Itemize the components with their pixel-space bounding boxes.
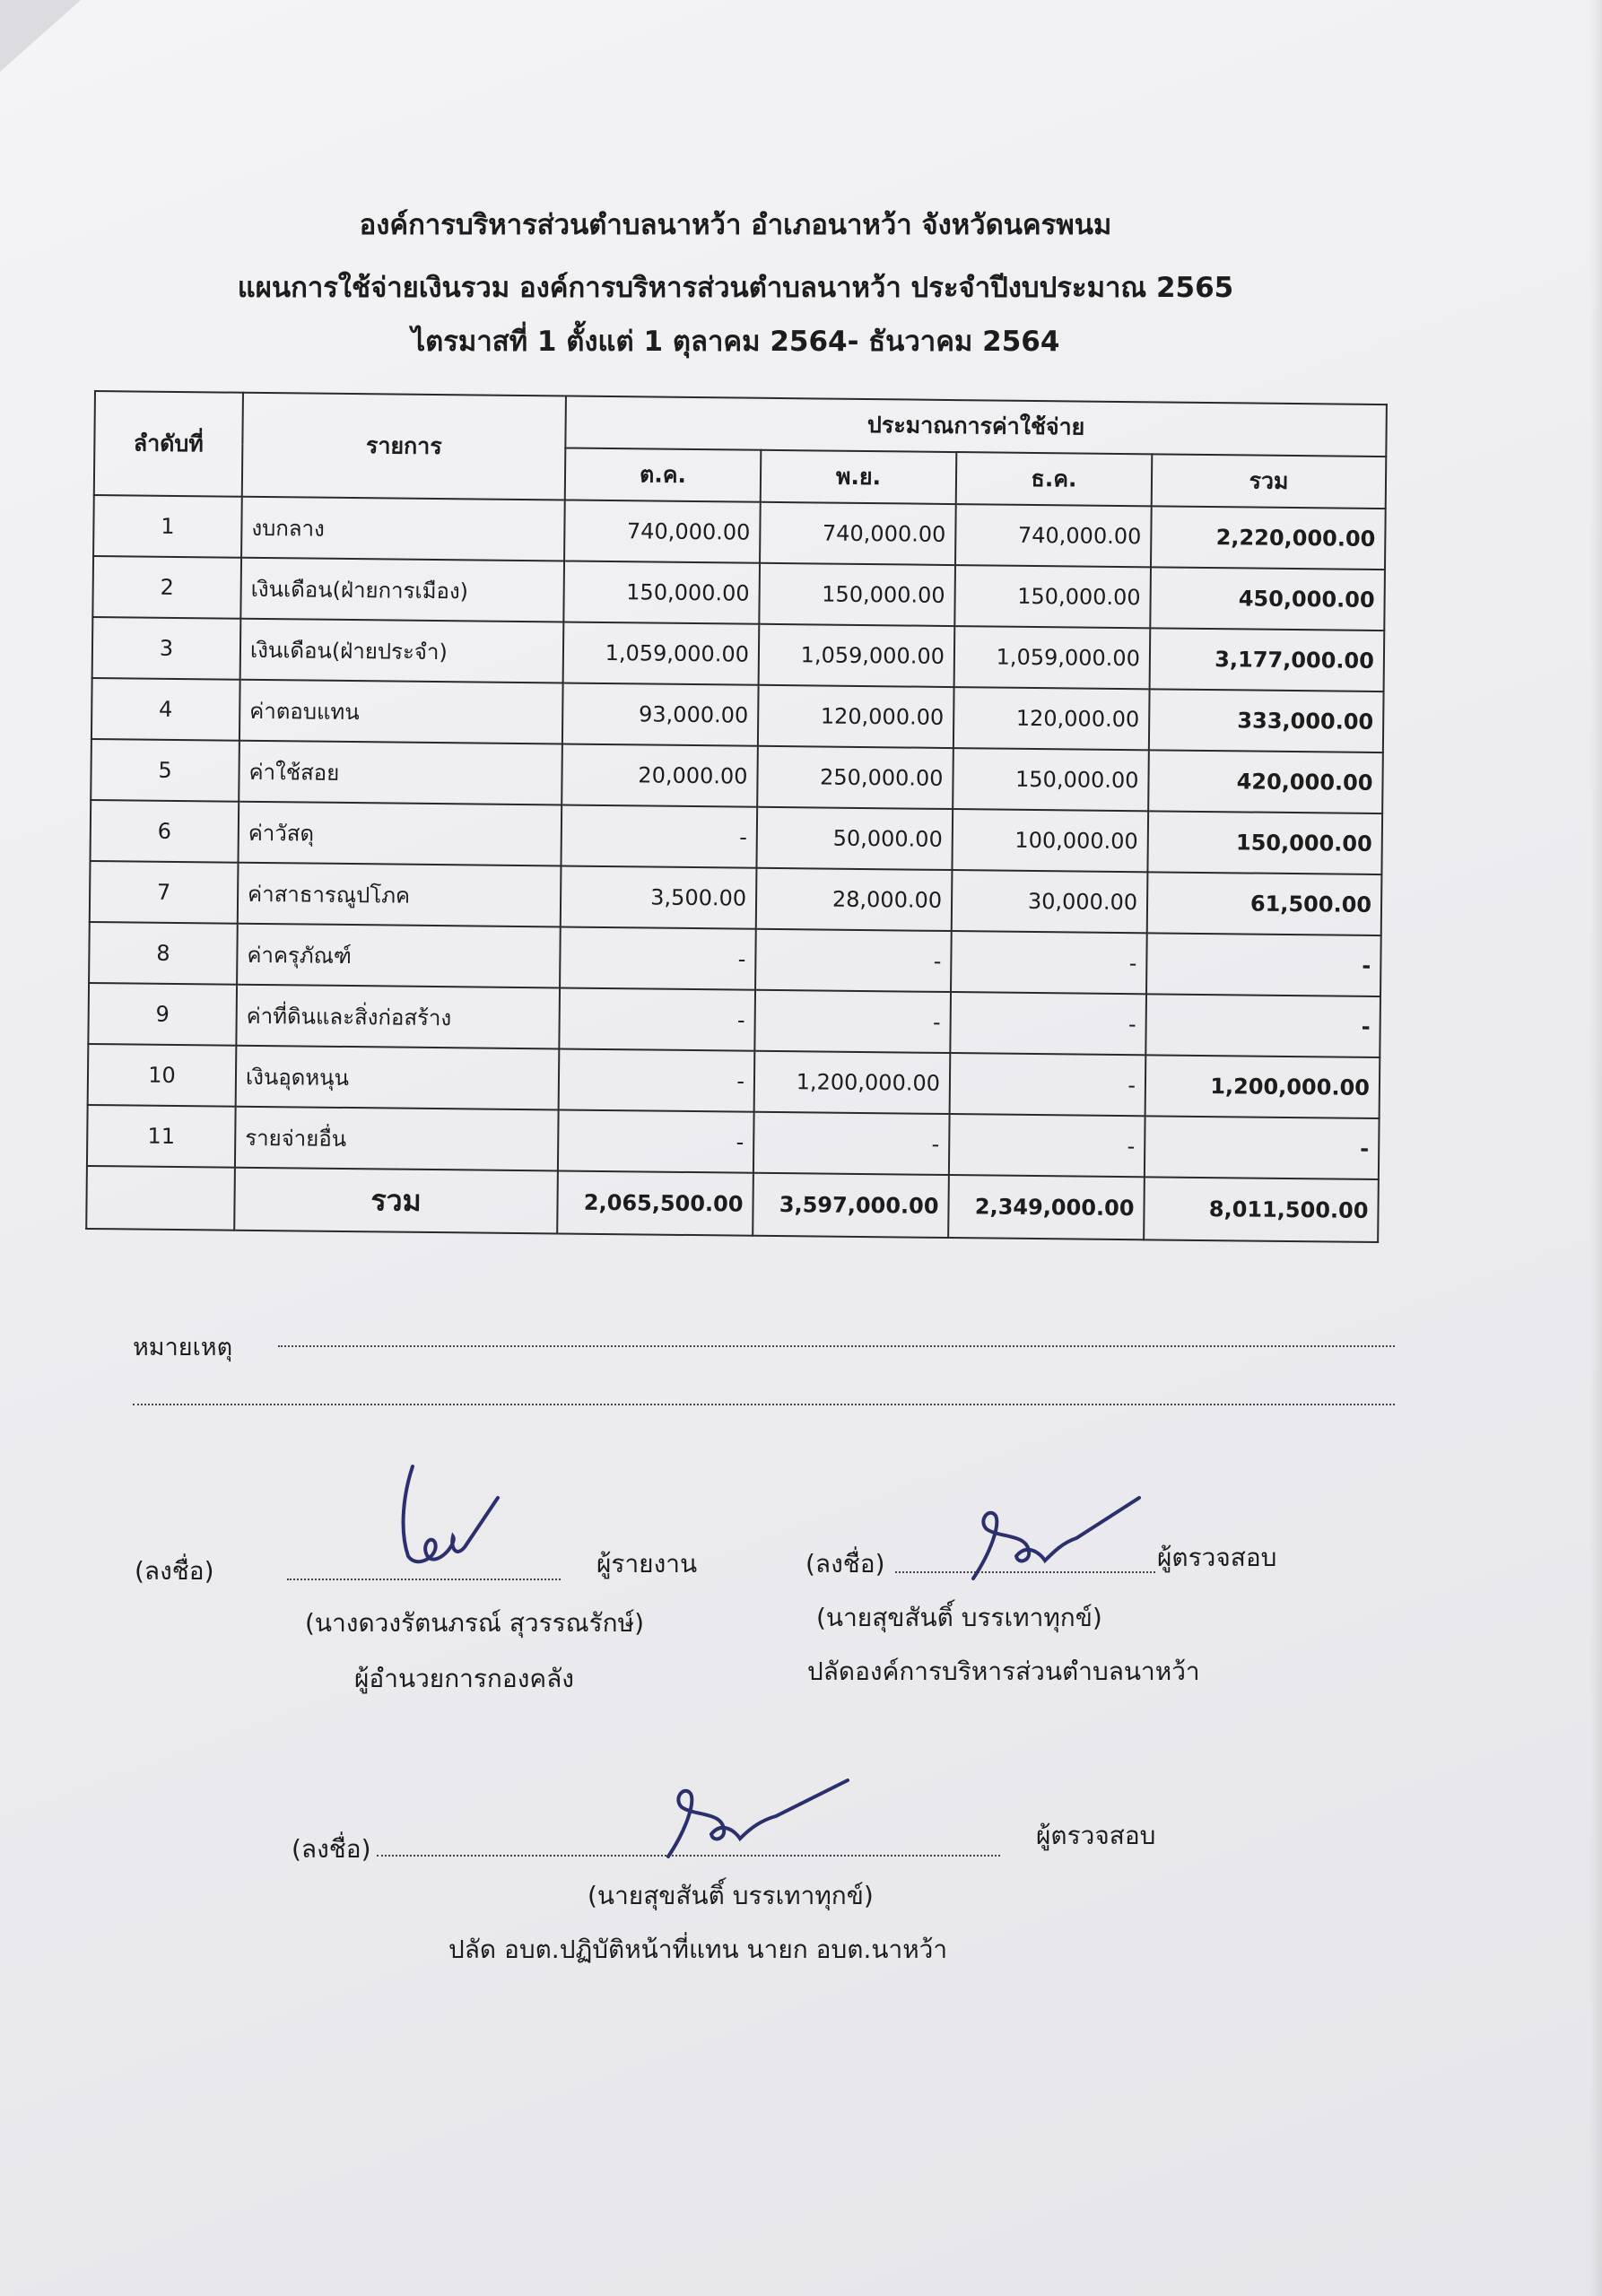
row-total: 61,500.00: [1147, 872, 1382, 935]
row-item: ค่าสาธารณูปโภค: [238, 863, 562, 927]
row-item: รายจ่ายอื่น: [235, 1107, 559, 1171]
header-line-1: องค์การบริหารส่วนตำบลนาหว้า อำเภอนาหว้า จังหวัดนครพนม: [359, 209, 1112, 241]
row-oct: 3,500.00: [561, 865, 757, 928]
row-nov: 50,000.00: [756, 807, 953, 870]
row-item: ค่าวัสดุ: [238, 802, 562, 866]
row-oct: 740,000.00: [564, 500, 761, 563]
row-total: 420,000.00: [1148, 750, 1383, 813]
row-nov: -: [754, 990, 951, 1053]
row-dec: 740,000.00: [955, 504, 1152, 567]
row-total: 333,000.00: [1149, 689, 1384, 752]
row-oct: -: [561, 804, 757, 867]
remark-label: หมายเหตุ: [133, 1334, 233, 1361]
row-index: 9: [88, 983, 237, 1046]
total-nov: 3,597,000.00: [753, 1173, 949, 1238]
row-dec: 1,059,000.00: [954, 626, 1151, 689]
row-dec: 150,000.00: [954, 565, 1151, 628]
row-dec: -: [949, 1114, 1145, 1177]
reporter-signature-scribble: [386, 1457, 502, 1578]
row-index: 8: [89, 922, 238, 985]
reporter-sign-label: (ลงชื่อ): [135, 1556, 214, 1586]
header-line-2: แผนการใช้จ่ายเงินรวม องค์การบริหารส่วนตำบลนาหว้า ประจำปีงบประมาณ 2565: [237, 272, 1234, 304]
row-oct: 150,000.00: [563, 561, 760, 623]
row-item: ค่าตอบแทน: [239, 680, 563, 744]
auditor-sign-label: (ลงชื่อ): [805, 1549, 885, 1578]
row-oct: -: [560, 926, 756, 989]
row-oct: -: [559, 987, 755, 1050]
budget-table: [85, 390, 1388, 1243]
column-header-group: ประมาณการค่าใช้จ่าย: [565, 396, 1387, 457]
column-header-index: ลำดับที่: [94, 391, 243, 497]
row-index: 6: [91, 800, 239, 863]
row-item: ค่าใช้สอย: [239, 741, 562, 805]
row-nov: 1,059,000.00: [759, 624, 955, 687]
column-header-total: รวม: [1152, 454, 1387, 509]
auditor-signature-scribble: [964, 1489, 1144, 1587]
total-oct: 2,065,500.00: [557, 1170, 753, 1235]
row-dec: -: [950, 992, 1146, 1055]
row-total: 3,177,000.00: [1150, 628, 1385, 691]
row-dec: 30,000.00: [952, 870, 1148, 933]
column-header-item: รายการ: [242, 393, 566, 500]
approver-role: ผู้ตรวจสอบ: [1036, 1821, 1156, 1850]
remark-dotted-line-2: [133, 1404, 1395, 1405]
reporter-signature-line: [287, 1578, 561, 1580]
row-nov: 740,000.00: [760, 502, 956, 565]
reporter-position: ผู้อำนวยการกองคลัง: [354, 1664, 574, 1693]
row-nov: 28,000.00: [756, 868, 953, 931]
row-item: ค่าครุภัณฑ์: [237, 924, 561, 988]
total-dec: 2,349,000.00: [948, 1175, 1145, 1239]
row-item: เงินอุดหนุน: [236, 1046, 560, 1110]
reporter-name: (นางดวงรัตนภรณ์ สุวรรณรักษ์): [305, 1608, 645, 1638]
row-total: -: [1146, 933, 1381, 996]
row-dec: 100,000.00: [952, 809, 1148, 872]
row-oct: -: [559, 1048, 755, 1111]
approver-name: (นายสุขสันติ์ บรรเทาทุกข์): [588, 1881, 874, 1910]
total-row-label: รวม: [234, 1168, 558, 1234]
table-total-row: [86, 1166, 1379, 1242]
approver-position: ปลัด อบต.ปฏิบัติหน้าที่แทน นายก อบต.นาหว้า: [448, 1935, 948, 1964]
row-index: 1: [93, 495, 242, 558]
row-oct: 20,000.00: [562, 744, 758, 806]
row-nov: 1,200,000.00: [754, 1051, 951, 1114]
total-row-index-cell: [86, 1166, 235, 1231]
row-dec: 150,000.00: [953, 748, 1149, 811]
row-index: 7: [90, 861, 239, 924]
row-total: 150,000.00: [1147, 811, 1382, 874]
row-total: 2,220,000.00: [1151, 506, 1386, 570]
column-header-month: พ.ย.: [761, 450, 957, 504]
header-line-3: ไตรมาสที่ 1 ตั้งแต่ 1 ตุลาคม 2564- ธันวาคม 2564: [411, 326, 1060, 358]
reporter-role: ผู้รายงาน: [596, 1549, 698, 1578]
row-nov: -: [753, 1112, 950, 1175]
row-oct: -: [558, 1109, 754, 1172]
row-index: 3: [92, 617, 241, 680]
row-total: -: [1145, 1116, 1380, 1179]
remark-dotted-line-1: [278, 1345, 1395, 1347]
row-index: 2: [92, 556, 241, 619]
row-item: เงินเดือน(ฝ่ายการเมือง): [240, 558, 564, 622]
row-nov: 250,000.00: [757, 746, 953, 809]
row-nov: 150,000.00: [759, 563, 955, 626]
row-index: 11: [87, 1105, 236, 1168]
row-total: -: [1145, 994, 1380, 1057]
row-oct: 1,059,000.00: [563, 622, 760, 684]
column-header-month: ธ.ค.: [956, 452, 1153, 506]
row-nov: 120,000.00: [758, 685, 954, 748]
auditor-name: (นายสุขสันติ์ บรรเทาทุกข์): [816, 1603, 1102, 1632]
row-dec: -: [951, 931, 1147, 994]
page-edge-shadow: [1589, 0, 1602, 2296]
row-index: 5: [91, 739, 239, 802]
row-item: ค่าที่ดินและสิ่งก่อสร้าง: [236, 985, 560, 1049]
row-nov: -: [755, 929, 952, 992]
row-total: 1,200,000.00: [1145, 1055, 1380, 1118]
row-dec: -: [950, 1053, 1146, 1116]
row-index: 10: [88, 1044, 237, 1107]
auditor-position: ปลัดองค์การบริหารส่วนตำบลนาหว้า: [807, 1657, 1200, 1686]
approver-signature-scribble: [659, 1767, 852, 1866]
row-dec: 120,000.00: [953, 687, 1150, 750]
page-fold-corner: [0, 0, 81, 72]
auditor-role: ผู้ตรวจสอบ: [1157, 1543, 1277, 1572]
row-total: 450,000.00: [1150, 567, 1385, 631]
approver-sign-label: (ลงชื่อ): [292, 1834, 371, 1864]
row-oct: 93,000.00: [562, 683, 759, 745]
column-header-month: ต.ค.: [565, 448, 762, 502]
row-item: เงินเดือน(ฝ่ายประจำ): [240, 619, 564, 683]
grand-total: 8,011,500.00: [1144, 1177, 1379, 1242]
row-item: งบกลาง: [241, 497, 565, 561]
row-index: 4: [91, 678, 240, 741]
